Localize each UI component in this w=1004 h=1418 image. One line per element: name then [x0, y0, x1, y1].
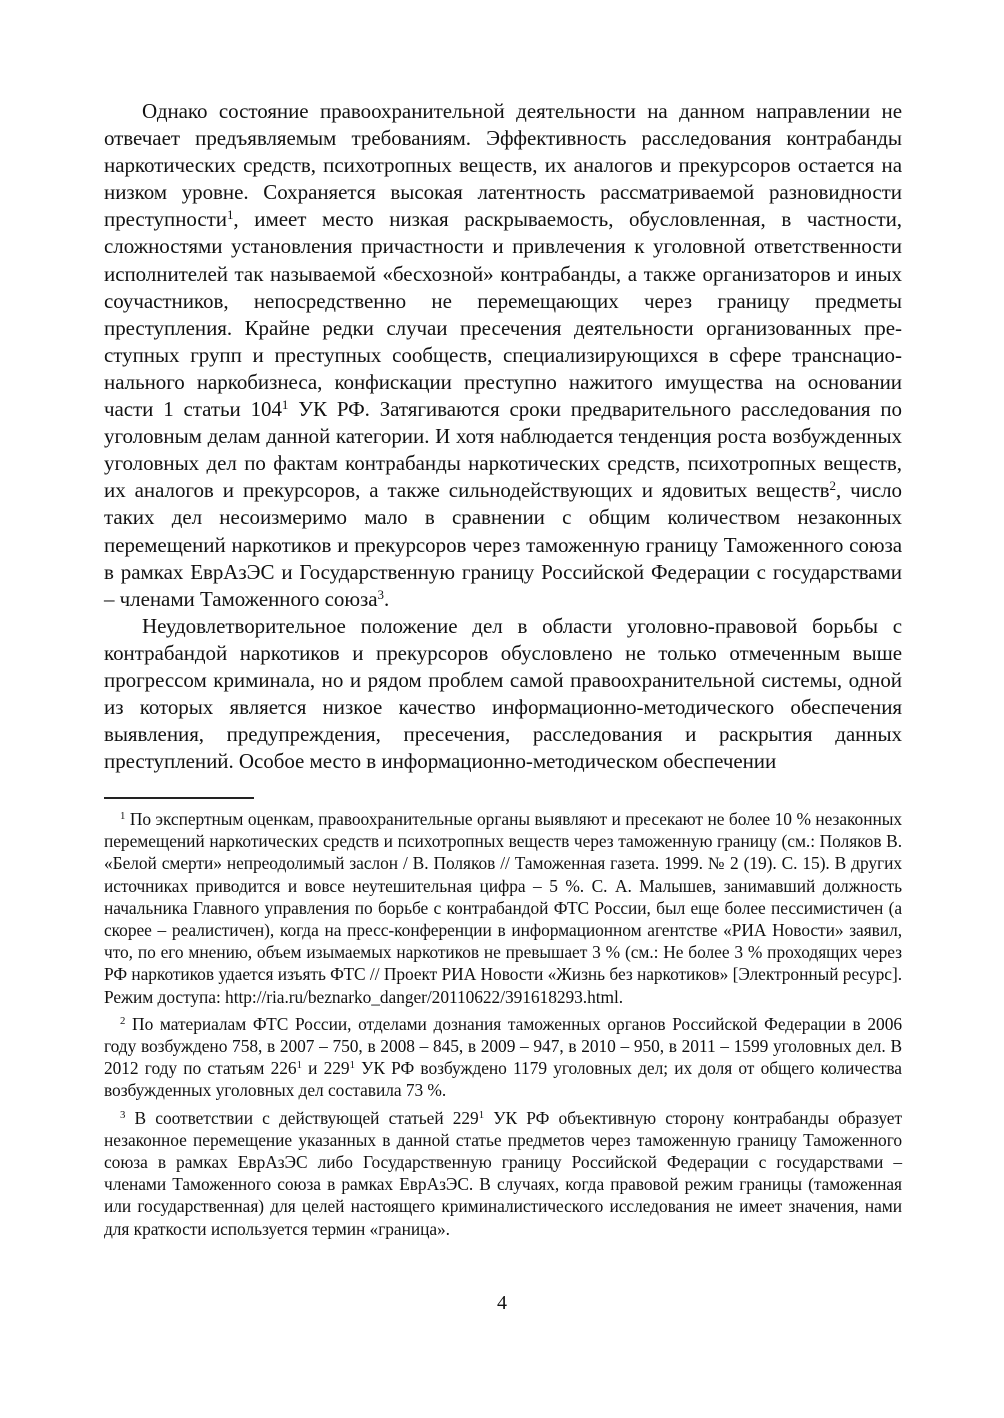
main-text	[104, 98, 902, 775]
footnote-2: $^2$ По материалам ФТС России, отделами дознания таможенных органов Российской Федерации в 2006 году возбуждено 758, в 2007 – 750, в 2008 – 845, в 2009 – 947, в 2010 – 950, в 2011 – 1599 уголовных дел. В 2012 году по статьям $226^1$ и $229^1$ УК РФ возбуждено 1179 уголовных дел; их доля от общего количества возбужденных уголовных дел составила 73 %.	[104, 1013, 902, 1101]
footnote-3: $^3$ В соответствии с действующей статьей $229^1$ УК РФ объективную сторону контрабанды образует незаконное перемещение указанных в данной статье предметов через таможенную границу Таможенного союза в рамках ЕврАзЭС либо Государственную границу Российской Федерации с государствами – членами Таможенного союза в рамках ЕврАзЭС. В случаях, когда правовой режим границы (таможенная или государственная) для целей настоящего криминалистического исследования не имеет значения, нами для краткости используется термин «граница».	[104, 1107, 902, 1239]
paragraph-2: Неудовлетворительное положение дел в области уголовно-правовой борьбы с контрабандой наркотиков и прекурсоров обусловлено не только отмеченным выше прогрессом криминала, но и рядом проблем самой правоохранительной системы, одной из которых является низкое качество информационно-методического обеспечения выявления, предупреждения, пресечения, расследования и раскрытия данных преступлений. Особое место в информационно-методическом обеспечении	[104, 613, 902, 774]
footnote-ref-2[interactable]: 2	[829, 478, 836, 494]
footnote-ref-3[interactable]: 3	[377, 586, 384, 602]
footnote-number: 2	[120, 1014, 126, 1027]
paragraph-1: Однако состояние правоохранительной деятельности на данном направлении не отвечает предъявляемым требованиям. Эффективность расследования контрабанды наркотических средств, психотропных веществ, их аналогов и прекурсоров остается на низком уровне. Сохраняется высокая латентность рассматриваемой разновидности преступности$^1$, имеет место низкая раскрываемость, обусловленная, в частности, сложностями установления причастности и привлечения к уголовной ответственности исполнителей так называемой «бесхозной» контрабанды, а также организаторов и иных соучастников, непосредственно не перемещающих через границу предметы преступления. Крайне редки случаи пресечения деятельности организованных преступных групп и преступных сообществ, специализирующихся в сфере транснационального наркобизнеса, конфискации преступно нажитого имущества на основании части 1 статьи $104^1$ УК РФ. Затягиваются сроки предварительного расследования по уголовным делам данной категории. И хотя наблюдается тенденция роста возбужденных уголовных дел по фактам контрабанды наркотических средств, психотропных веществ, их аналогов и прекурсоров, а также сильнодействующих и ядовитых веществ$^2$, число таких дел несоизмеримо мало в сравнении с общим количеством незаконных перемещений наркотиков и прекурсоров через таможенную границу Таможенного союза в рамках ЕврАзЭС и Государственную границу Российской Федерации с государствами – членами Таможенного союза$^3$.	[104, 99, 902, 611]
footnote-1: $^1$ По экспертным оценкам, правоохранительные органы выявляют и пресекают не более 10 % незаконных перемещений наркотических средств и психотропных веществ через таможенную границу (см.: Поляков В. «Белой смерти» непреодолимый заслон / В. Поляков // Таможенная газета. 1999. № 2 (19). С. 15). В других источниках приводится и вовсе неутешительная цифра – 5 %. С. А. Малышев, занимавший должность начальника Главного управления по борьбе с контрабандой ФТС России, был еще более пессимистичен (а скорее – реалистичен), когда на пресс-конференции в информационном агентстве «РИА Новости» заявил, что, по его мнению, объем изымаемых наркотиков не превышает 3 % (см.: Не более 3 % проходящих через РФ наркотиков удается изъять ФТС // Проект РИА Новости «Жизнь без наркотиков» [Электронный ресурс]. Режим доступа: http://ria.ru/beznarko_danger/20110622/391618293.html.	[104, 809, 902, 1007]
page-number: 4	[497, 1292, 507, 1314]
footnote-ref-1[interactable]: 1	[226, 207, 234, 223]
footnote-divider	[104, 797, 254, 799]
article-superscript: 1	[296, 1059, 302, 1072]
article-superscript: 1	[349, 1059, 355, 1072]
article-superscript: 1	[478, 1108, 485, 1121]
article-superscript: 1	[281, 396, 289, 412]
footnotes	[104, 808, 902, 1240]
footnote-number: 1	[120, 810, 126, 823]
footnote-number: 3	[120, 1108, 126, 1121]
